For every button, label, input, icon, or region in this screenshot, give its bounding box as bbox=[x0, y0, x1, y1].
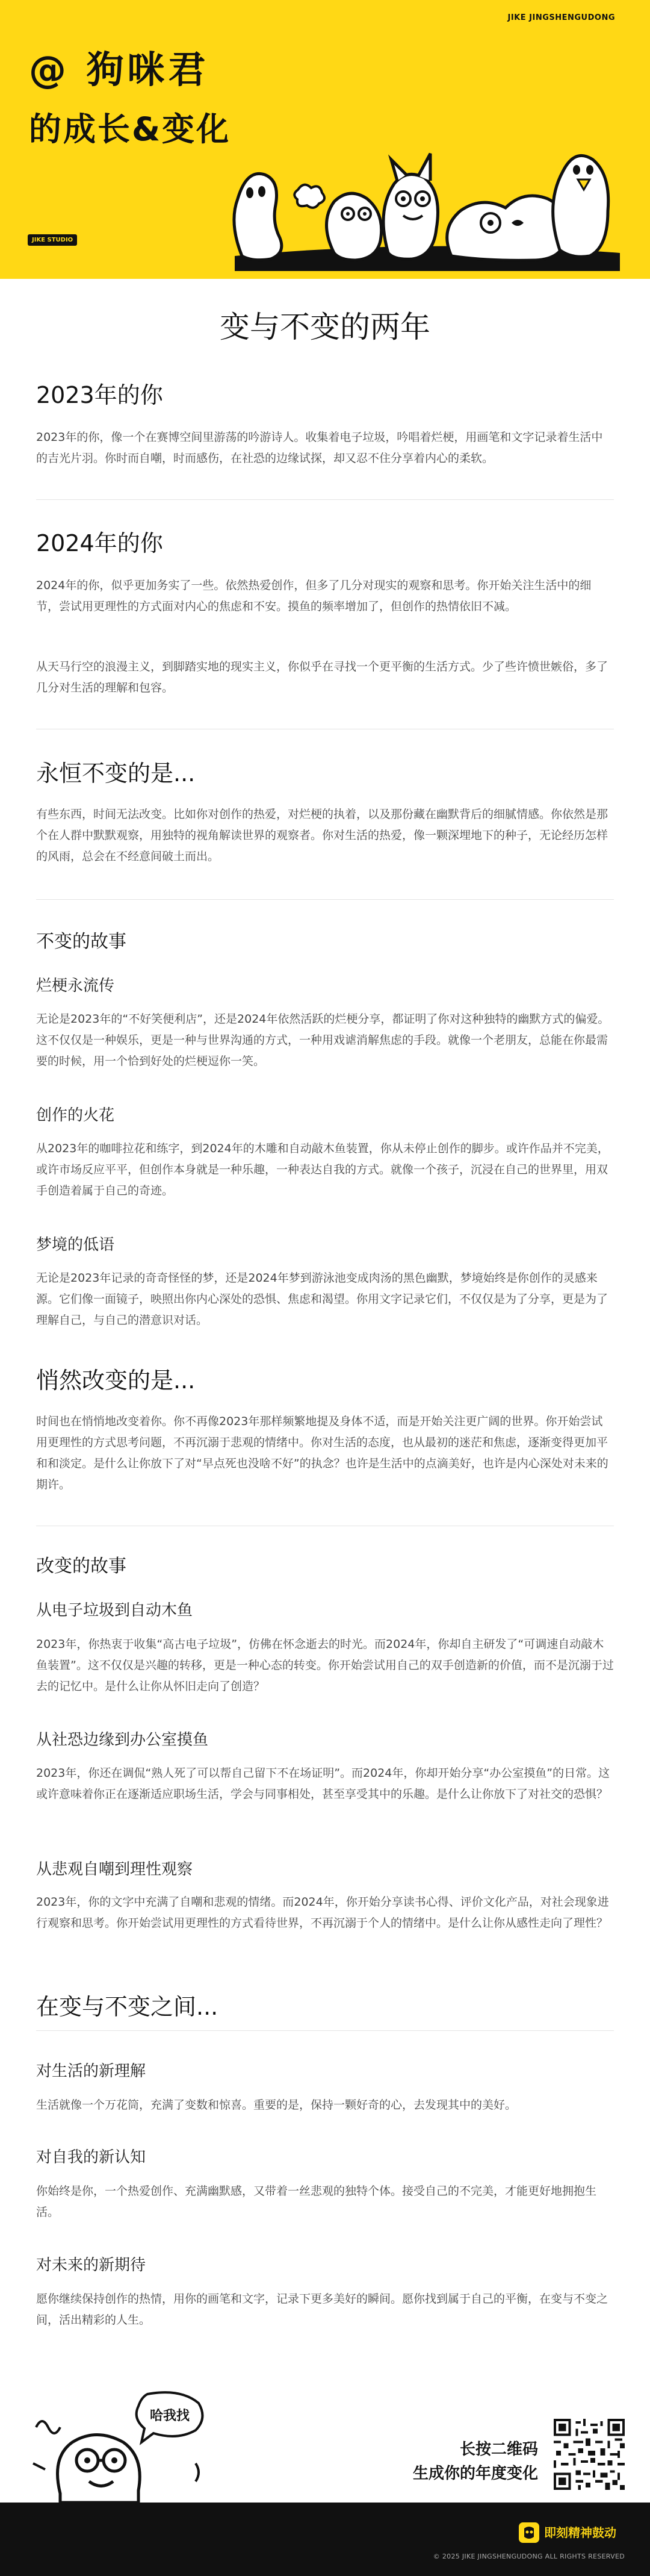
divider bbox=[36, 899, 614, 900]
qr-caption-line1: 长按二维码 bbox=[459, 2440, 538, 2459]
speech-bubble-text: 哈我找 bbox=[149, 2409, 190, 2424]
story-title: 创作的火花 bbox=[36, 1106, 115, 1124]
section-between-heading: 在变与不变之间... bbox=[36, 1994, 218, 2020]
story-title: 从社恐边缘到办公室摸鱼 bbox=[36, 1731, 209, 1749]
story-text: 无论是2023年记录的奇奇怪怪的梦，还是2024年梦到游泳池变成肉汤的黑色幽默，梦境始终是你创作的灵感来源。它们像一面镜子，映照出你内心深处的恐惧、焦虑和渴望。你用文字记录它们，不仅仅是为了分享，更是为了理解自己，与自己的潜意识对话。 bbox=[36, 1271, 608, 1327]
horned-character-icon bbox=[383, 154, 438, 259]
story-text: 2023年，你的文字中充满了自嘲和悲观的情绪。而2024年，你开始分享读书心得、评价文化产品，对社会现象进行观察和思考。你开始尝试用更理性的方式看待世界，不再沉溺于个人的情绪中。是什么让你从感性走向了理性？ bbox=[36, 1895, 609, 1930]
story-text: 2023年，你还在调侃“熟人死了可以帮自己留下不在场证明”。而2024年，你却开始分享“办公室摸鱼”的日常。这或许意味着你正在逐渐适应职场生活，学会与同事相处，甚至享受其中的乐趣。是什么让你放下了对社交的恐惧？ bbox=[36, 1767, 610, 1801]
section-changed-paragraph: 时间也在悄悄地改变着你。你不再像2023年那样频繁地提及身体不适，而是开始关注更广阔的世界。你开始尝试用更理性的方式思考问题，不再沉溺于悲观的情绪中。你对生活的态度，也从最初的迷茫和焦虑，逐渐变得更加平和和淡定。是什么让你放下了对“早点死也没啥不好”的执念？也许是生活中的点滴美好，也许是内心深处对未来的期许。 bbox=[36, 1415, 608, 1491]
story-title: 烂梗永流传 bbox=[36, 977, 115, 995]
hero-banner bbox=[0, 0, 650, 279]
insight-text: 你始终是你，一个热爱创作、充满幽默感，又带着一丝悲观的独特个体。接受自己的不完美，才能更好地拥抱生活。 bbox=[36, 2185, 597, 2219]
divider bbox=[36, 2030, 614, 2031]
qr-caption-line2: 生成你的年度变化 bbox=[412, 2465, 538, 2483]
insight-text: 生活就像一个万花筒，充满了变数和惊喜。重要的是，保持一颗好奇的心，去发现其中的美好。 bbox=[36, 2098, 517, 2112]
insight-title: 对未来的新期待 bbox=[36, 2256, 146, 2274]
jike-logo bbox=[519, 2521, 626, 2544]
story-title: 梦境的低语 bbox=[36, 1236, 115, 1254]
mascot-illustration bbox=[24, 2385, 217, 2503]
section-changed-heading: 悄然改变的是... bbox=[36, 1367, 196, 1394]
brand-name: JIKE JINGSHENGUDONG bbox=[507, 13, 615, 22]
changed-stories-heading: 改变的故事 bbox=[36, 1556, 126, 1577]
insight-title: 对自我的新认知 bbox=[36, 2148, 146, 2166]
story-title: 从悲观自嘲到理性观察 bbox=[36, 1860, 193, 1879]
unchanged-stories-heading: 不变的故事 bbox=[36, 931, 126, 952]
insight-text: 愿你继续保持创作的热情，用你的画笔和文字，记录下更多美好的瞬间。愿你找到属于自己的平衡，在变与不变之间，活出精彩的人生。 bbox=[36, 2292, 608, 2327]
divider bbox=[36, 499, 614, 500]
studio-badge: JIKE STUDIO bbox=[28, 234, 77, 246]
section-2024-paragraph-1: 2024年的你，似乎更加务实了一些。依然热爱创作，但多了几分对现实的观察和思考。你开始关注生活中的细节，尝试用更理性的方式面对内心的焦虑和不安。摸鱼的频率增加了，但创作的热情依旧不减。 bbox=[36, 579, 592, 613]
beaked-character-icon bbox=[553, 155, 608, 257]
story-text: 2023年，你热衷于收集“高古电子垃圾”，仿佛在怀念逝去的时光。而2024年，你却自主研发了“可调速自动敲木鱼装置”。这不仅仅是兴趣的转移，更是一种心态的转变。你开始尝试用自己的双手创造新的价值，而不是沉溺于过去的记忆中。是什么让你从怀旧走向了创造？ bbox=[36, 1638, 614, 1693]
copyright: © 2025 JIKE JINGSHENGUDONG ALL RIGHTS RESERVED bbox=[433, 2553, 625, 2560]
hero-title-user: @ 狗咪君 bbox=[29, 48, 209, 92]
qr-code-icon[interactable] bbox=[554, 2419, 625, 2490]
seated-character-icon bbox=[327, 193, 382, 260]
section-unchanged-heading: 永恒不变的是... bbox=[36, 760, 196, 787]
lounging-character-icon bbox=[447, 196, 567, 260]
section-2024-paragraph-2: 从天马行空的浪漫主义，到脚踏实地的现实主义，你似乎在寻找一个更平衡的生活方式。少了些许愤世嫉俗，多了几分对生活的理解和包容。 bbox=[36, 660, 608, 694]
section-2023-heading: 2023年的你 bbox=[36, 382, 163, 408]
section-unchanged-paragraph: 有些东西，时间无法改变。比如你对创作的热爱，对烂梗的执着，以及那份藏在幽默背后的细腻情感。你依然是那个在人群中默默观察，用独特的视角解读世界的观察者。你对生活的热爱，像一颗深埋地下的种子，无论经历怎样的风雨，总会在不经意间破土而出。 bbox=[36, 808, 608, 863]
story-text: 从2023年的咖啡拉花和练字，到2024年的木雕和自动敲木鱼装置，你从未停止创作的脚步。或许作品并不完美，或许市场反应平平，但创作本身就是一种乐趣，一种表达自我的方式。就像一个孩子，沉浸在自己的世界里，用双手创造着属于自己的奇迹。 bbox=[36, 1142, 609, 1197]
hero-title-subtitle: 的成长&变化 bbox=[29, 110, 231, 148]
cartoon-characters-illustration bbox=[223, 133, 632, 271]
page-title: 变与不变的两年 bbox=[220, 310, 430, 345]
blob-character-icon bbox=[234, 173, 282, 260]
section-2024-heading: 2024年的你 bbox=[36, 530, 163, 557]
story-title: 从电子垃圾到自动木鱼 bbox=[36, 1601, 193, 1620]
logo-text: 即刻精神鼓动 bbox=[544, 2525, 616, 2540]
story-text: 无论是2023年的“不好笑便利店”，还是2024年依然活跃的烂梗分享，都证明了你对这种独特的幽默方式的偏爱。这不仅仅是一种娱乐，更是一种与世界沟通的方式，一种用戏谑消解焦虑的手段。就像一个老朋友，总能在你最需要的时候，用一个恰到好处的烂梗逗你一笑。 bbox=[36, 1012, 610, 1068]
insight-title: 对生活的新理解 bbox=[36, 2062, 146, 2080]
section-2023-paragraph: 2023年的你，像一个在赛博空间里游荡的吟游诗人。收集着电子垃圾，吟唱着烂梗，用画笔和文字记录着生活中的吉光片羽。你时而自嘲，时而感伤，在社恐的边缘试探，却又忍不住分享着内心的柔软。 bbox=[36, 431, 603, 465]
